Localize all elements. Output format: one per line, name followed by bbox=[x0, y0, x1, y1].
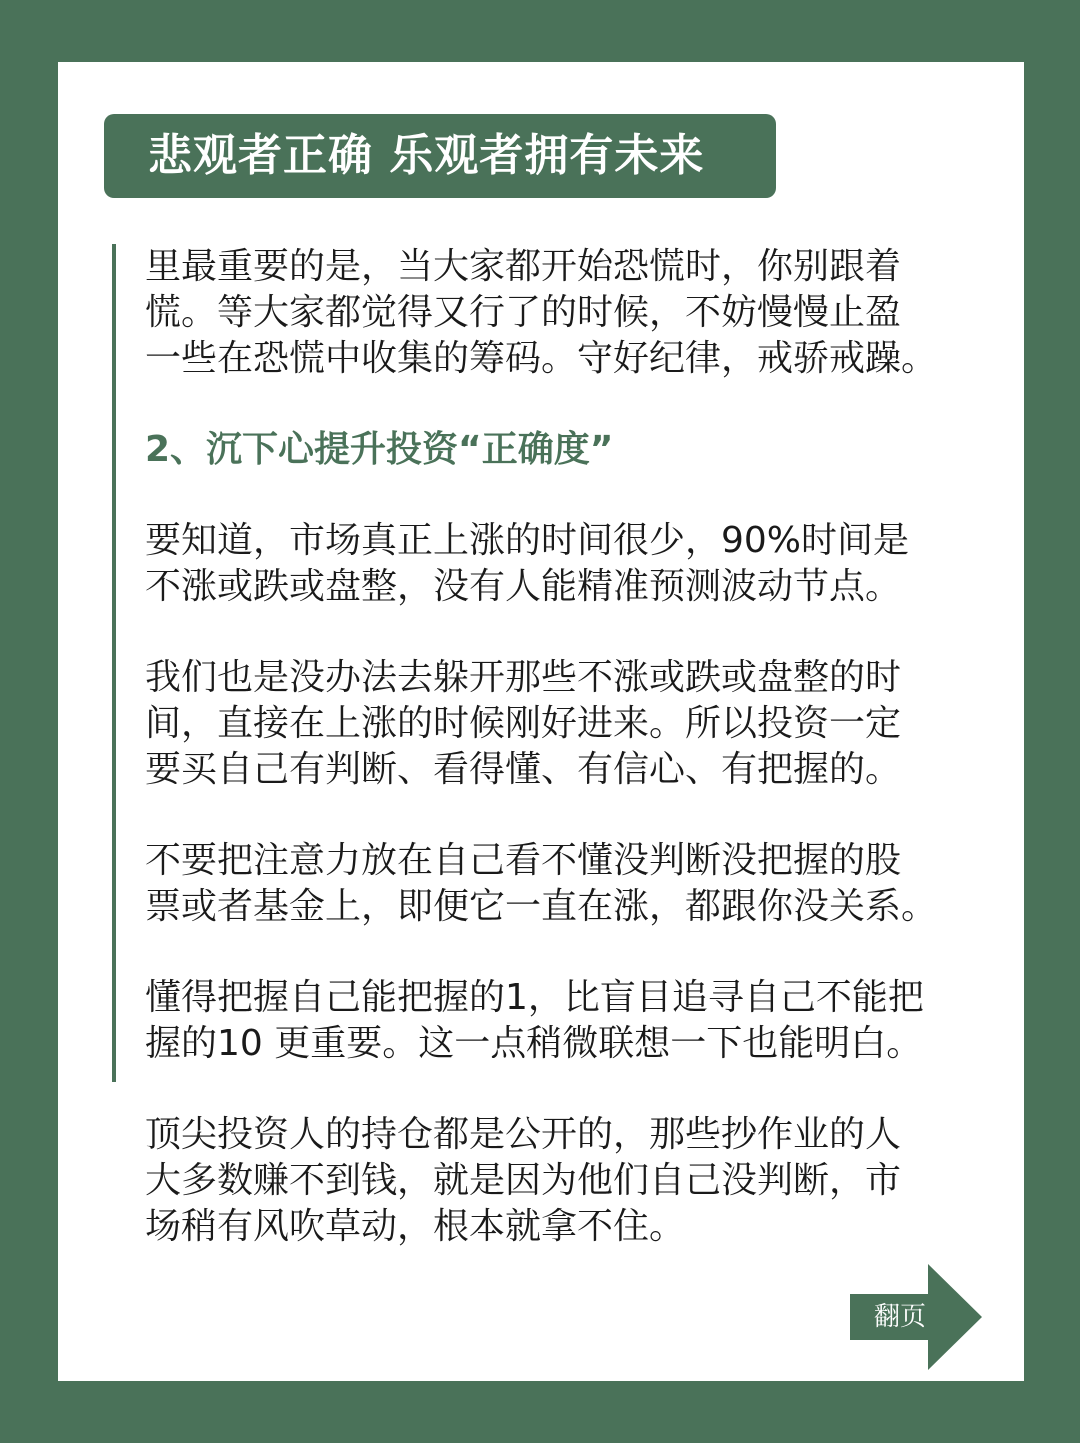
quote-rule bbox=[112, 244, 116, 1082]
paragraph: 我们也是没办法去躲开那些不涨或跌或盘整的时 间，直接在上涨的时候刚好进来。所以投资一定 要买自己有判断、看得懂、有信心、有把握的。 bbox=[145, 657, 902, 790]
paragraph: 懂得把握自己能把握的1，比盲目追寻自己不能把 握的10 更重要。这一点稍微联想一下也能明白。 bbox=[145, 977, 924, 1064]
article-body bbox=[145, 244, 985, 1295]
content-card bbox=[58, 62, 1024, 1381]
section-heading: 2、沉下心提升投资“正确度” bbox=[145, 429, 614, 470]
title-banner bbox=[104, 114, 776, 198]
paragraph: 顶尖投资人的持仓都是公开的，那些抄作业的人 大多数赚不到钱，就是因为他们自己没判断，市 场稍有风吹草动，根本就拿不住。 bbox=[145, 1114, 902, 1247]
paragraph: 里最重要的是，当大家都开始恐慌时，你别跟着 慌。等大家都觉得又行了的时候，不妨慢慢止盈 一些在恐慌中收集的筹码。守好纪律，戒骄戒躁。 bbox=[145, 246, 938, 379]
paragraph: 不要把注意力放在自己看不懂没判断没把握的股 票或者基金上，即便它一直在涨，都跟你没关系。 bbox=[145, 840, 938, 927]
next-page-button[interactable] bbox=[850, 1264, 982, 1370]
next-page-label: 翻页 bbox=[873, 1302, 926, 1332]
page-title: 悲观者正确 乐观者拥有未来 bbox=[148, 130, 705, 181]
paragraph: 要知道，市场真正上涨的时间很少，90%时间是 不涨或跌或盘整，没有人能精准预测波动节点。 bbox=[145, 520, 910, 607]
